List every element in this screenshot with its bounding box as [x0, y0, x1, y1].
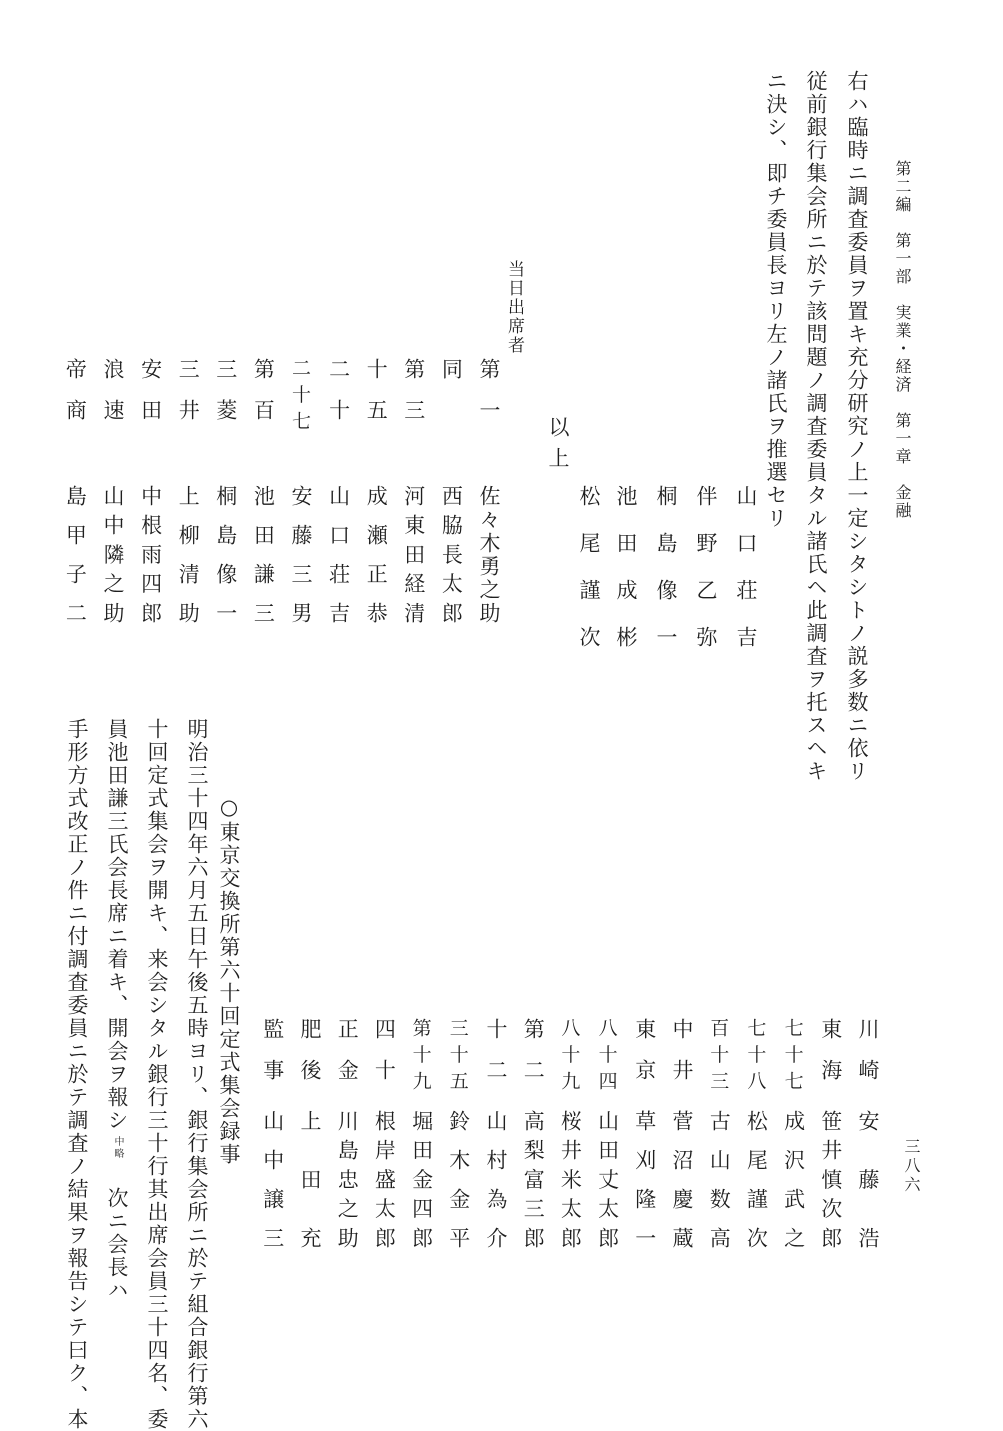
attendee-org: 十五 [364, 358, 389, 420]
attendee-org: 三井 [176, 358, 201, 420]
attendee-org: 三菱 [213, 358, 238, 420]
intro-line-1: 右ハ臨時ニ調査委員ヲ置キ充分研究ノ上一定シタシトノ説多数ニ依リ [845, 70, 869, 783]
attendee-name: 山中譲三 [260, 1110, 285, 1248]
attendee-name: 山口荘吉 [326, 485, 351, 623]
intro-line-3: ニ決シ、即チ委員長ヨリ左ノ諸氏ヲ推選セリ [764, 70, 788, 530]
section-line-3-tail: 次ニ会長ハ [105, 1187, 129, 1302]
attendee-org: 百十三 [707, 1018, 730, 1090]
attendee-org: 三十五 [446, 1018, 469, 1090]
section-line-4: 手形方式改正ノ件ニ付調査委員ニ於テ調査ノ結果ヲ報告シテ曰ク、本 [65, 718, 89, 1431]
section-title: ○東京交換所第六十回定式集会録事 [217, 795, 241, 1166]
section-line-3-wrap [106, 718, 127, 1302]
section-line-3-small: 中略 [112, 1136, 123, 1160]
committee-name-1: 山口荘吉 [734, 485, 758, 647]
attendee-name: 桐島像一 [213, 485, 238, 623]
attendee-org: 安田 [138, 358, 163, 420]
intro-line-2: 従前銀行集会所ニ於テ該問題ノ調査委員タル諸氏ヘ此調査ヲ托スヘキ [804, 70, 828, 783]
section-line-3: 員池田謙三氏会長席ニ着キ、開会ヲ報シ [105, 718, 129, 1132]
attendee-org: 浪速 [101, 358, 125, 420]
attendee-name: 笹井慎次郎 [818, 1110, 843, 1248]
attendee-org: 監事 [260, 1018, 285, 1080]
attendee-name: 安藤浩 [856, 1110, 880, 1248]
attendee-org: 二十 [326, 358, 351, 420]
attendee-name: 上柳清助 [176, 485, 201, 623]
attendee-org: 東京 [632, 1018, 657, 1080]
attendee-org: 二十七 [289, 358, 311, 430]
attendee-name: 上田充 [298, 1110, 322, 1248]
attendee-name: 山村為介 [484, 1110, 508, 1248]
ijo-mark: 以上 [546, 416, 570, 468]
attendee-name: 川島忠之助 [335, 1110, 360, 1248]
attendee-name: 高梨富三郎 [521, 1110, 546, 1248]
attendee-org: 肥後 [298, 1018, 322, 1080]
attendee-name: 河東田経清 [401, 485, 426, 623]
committee-name-3: 桐島像一 [654, 485, 678, 647]
page-number: 三八六 [902, 1138, 921, 1195]
committee-name-4: 池田成彬 [614, 485, 638, 647]
attendee-org: 第三 [401, 358, 426, 420]
attendee-name: 松尾謹次 [744, 1110, 769, 1248]
attendee-name: 西脇長太郎 [439, 485, 464, 623]
attendee-name: 安藤三男 [289, 485, 313, 623]
attendee-name: 山田丈太郎 [595, 1110, 620, 1248]
attendee-name: 中根雨四郎 [138, 485, 163, 623]
section-line-2: 十回定式集会ヲ開キ、来会シタル銀行三十行其出席会員三十四名、委 [145, 718, 169, 1431]
attendee-org: 同 [439, 358, 464, 379]
running-header: 第二編 第一部 実業・経済 第一章 金融 [893, 160, 912, 520]
attendee-name: 古山数高 [707, 1110, 732, 1248]
attendee-org: 川崎 [856, 1018, 880, 1080]
committee-name-5: 松尾謹次 [577, 485, 601, 647]
attendees-title: 当日出席者 [504, 260, 524, 355]
attendee-org: 中井 [670, 1018, 694, 1080]
attendee-org: 七十七 [781, 1018, 804, 1090]
attendee-name: 桜井米太郎 [558, 1110, 583, 1248]
attendee-org: 帝商 [63, 358, 88, 420]
attendee-org: 正金 [335, 1018, 360, 1080]
attendee-name: 堀田金四郎 [409, 1110, 434, 1248]
attendee-name: 佐々木勇之助 [477, 485, 501, 623]
attendee-org: 八十四 [595, 1018, 618, 1090]
attendee-name: 鈴木金平 [446, 1110, 471, 1248]
attendee-org: 十二 [484, 1018, 508, 1080]
attendee-name: 菅沼慶蔵 [670, 1110, 694, 1248]
attendee-name: 成瀬正恭 [364, 485, 389, 623]
attendee-org: 七十八 [744, 1018, 767, 1090]
section-line-1: 明治三十四年六月五日午後五時ヨリ、銀行集会所ニ於テ組合銀行第六 [185, 718, 209, 1431]
attendee-org: 四十 [372, 1018, 397, 1080]
attendee-name: 根岸盛太郎 [372, 1110, 397, 1248]
attendee-name: 草刈隆一 [632, 1110, 657, 1248]
attendee-org: 東海 [818, 1018, 843, 1080]
attendee-org: 第十九 [409, 1018, 432, 1090]
attendee-org: 第百 [251, 358, 276, 420]
attendee-name: 池田謙三 [251, 485, 276, 623]
attendee-org: 八十九 [558, 1018, 581, 1090]
attendee-name: 山中隣之助 [101, 485, 125, 623]
committee-name-2: 伴野乙弥 [694, 485, 718, 647]
attendee-org: 第一 [477, 358, 501, 420]
attendee-org: 第二 [521, 1018, 546, 1080]
attendee-name: 成沢武之 [781, 1110, 806, 1248]
attendee-name: 島甲子二 [63, 485, 88, 623]
